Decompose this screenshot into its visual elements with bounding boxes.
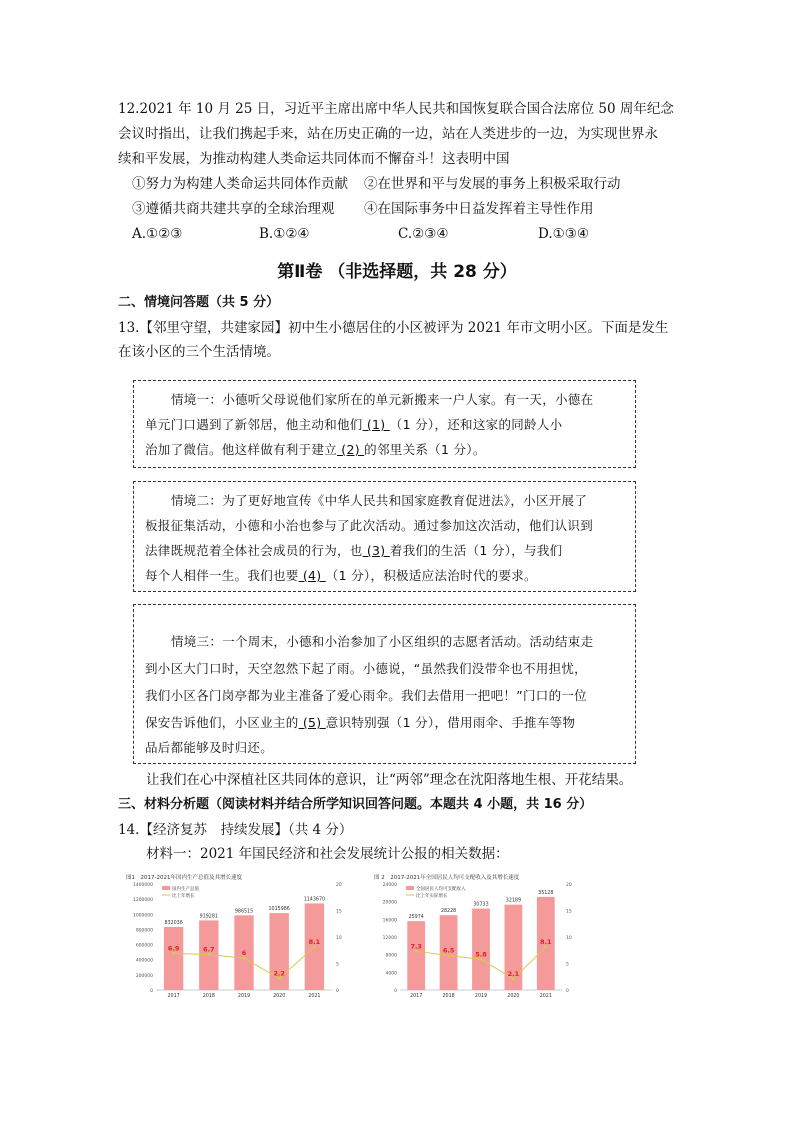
chart-title: 图1 2017-2021年国内生产总值及其增长速度 <box>126 875 242 881</box>
x-tick-label: 2017 <box>167 994 180 999</box>
scenario2-line4: 每个人相伴一生。我们也要 (4) （1 分），积极适应法治时代的要求。 <box>145 568 537 583</box>
bar-value-label: 35128 <box>538 890 554 896</box>
y-right-tick: 15 <box>336 909 342 915</box>
x-tick-label: 2019 <box>237 994 251 999</box>
growth-value-label: 6.9 <box>167 944 180 953</box>
q12-stem-line3: 续和平发展，为推动构建人类命运共同体而不懈奋斗！这表明中国 <box>118 151 510 167</box>
y-left-tick: 1000000 <box>132 913 153 919</box>
q12-stem-line1: 12.2021 年 10 月 25 日，习近平主席出席中华人民共和国恢复联合国合法席位 50 周年纪念 <box>118 101 674 117</box>
scenario3-line3: 我们小区各门岗亭都为业主准备了爱心雨伞。我们去借用一把吧！”门口的一位 <box>145 688 587 703</box>
x-tick-label: 2018 <box>442 994 455 999</box>
q12-stem-line2: 会议时指出，让我们携起手来，站在历史正确的一边，站在人类进步的一边，为实现世界永 <box>118 126 658 142</box>
y-left-tick: 24000 <box>382 883 397 888</box>
scenario2-line2: 板报征集活动，小德和小治也参与了此次活动。通过参加这次活动，他们认识到 <box>145 518 594 533</box>
gdp-chart <box>122 870 354 1002</box>
legend-bar-swatch <box>406 886 414 890</box>
y-left-tick: 0 <box>150 989 153 994</box>
part2-title: 第Ⅱ卷 （非选择题，共 28 分） <box>277 262 517 282</box>
x-tick-label: 2020 <box>273 994 286 999</box>
y-right-tick: 10 <box>336 936 342 941</box>
q12-choice-b[interactable]: B.①②④ <box>259 226 310 242</box>
scenario2-line1: 情境二：为了更好地宣传《中华人民共和国家庭教育促进法》，小区开展了 <box>171 493 588 508</box>
y-right-tick: 0 <box>336 989 339 994</box>
growth-value-label: 6.5 <box>442 946 455 955</box>
x-tick-label: 2018 <box>202 994 215 999</box>
y-right-tick: 20 <box>566 883 572 888</box>
legend-bar-swatch <box>162 886 170 890</box>
q13-stem-line2: 在该小区的三个生活情境。 <box>118 344 280 360</box>
y-left-tick: 0 <box>394 989 397 994</box>
q12-option-3: ③遵循共商共建共享的全球治理观 <box>132 201 335 217</box>
q13-closing: 让我们在心中深植社区共同体的意识，让“两邻”理念在沈阳落地生根、开花结果。 <box>146 772 633 788</box>
bar <box>407 921 425 990</box>
x-tick-label: 2019 <box>474 994 488 999</box>
q12-option-1: ①努力为构建人类命运共同体作贡献 <box>132 176 348 192</box>
y-left-tick: 4000 <box>385 971 397 977</box>
y-left-tick: 16000 <box>382 918 397 924</box>
bar-value-label: 25974 <box>408 915 424 921</box>
growth-value-label: 8.1 <box>540 938 552 947</box>
y-left-tick: 400000 <box>135 958 153 964</box>
y-right-tick: 10 <box>566 936 572 941</box>
q13-stem-line1: 13.【邻里守望，共建家园】初中生小德居住的小区被评为 2021 年市文明小区。下面是发生 <box>118 320 669 336</box>
scenario3-line5: 品后都能够及时归还。 <box>145 740 274 755</box>
bar-value-label: 1143670 <box>303 897 326 903</box>
scenario2-box <box>133 481 636 592</box>
bar-value-label: 832036 <box>164 921 183 927</box>
scenario2-line3: 法律既规范着全体社会成员的行为，也 (3) 着我们的生活（1 分），与我们 <box>145 543 563 558</box>
y-left-tick: 12000 <box>382 936 397 941</box>
section3-heading: 三、材料分析题（阅读材料并结合所学知识回答问题。本题共 4 小题，共 16 分） <box>118 797 593 812</box>
y-right-tick: 20 <box>336 883 342 888</box>
section2-heading: 二、情境问答题（共 5 分） <box>118 295 280 310</box>
blank-1[interactable]: (1) <box>362 417 390 432</box>
legend-line-label: 比上年增长 <box>172 894 195 899</box>
y-right-tick: 15 <box>566 909 572 915</box>
bar-value-label: 1015986 <box>268 907 290 913</box>
legend-bar-label: 全国居民人均可支配收入 <box>416 887 466 892</box>
y-left-tick: 1400000 <box>132 883 153 888</box>
blank-3[interactable]: (3) <box>362 543 390 558</box>
growth-value-label: 2.1 <box>507 969 520 978</box>
growth-value-label: 5.8 <box>475 950 487 959</box>
q12-option-2: ②在世界和平与发展的事务上积极采取行动 <box>364 176 621 192</box>
growth-value-label: 8.1 <box>308 938 321 947</box>
growth-value-label: 7.3 <box>410 942 422 951</box>
y-left-tick: 1200000 <box>132 898 153 904</box>
y-left-tick: 8000 <box>385 953 397 959</box>
bar-value-label: 986515 <box>234 909 254 915</box>
income-chart <box>370 870 582 1002</box>
blank-5[interactable]: (5) <box>298 715 326 730</box>
blank-4[interactable]: (4) <box>298 568 326 583</box>
scenario1-line3: 治加了微信。他这样做有利于建立 (2) 的邻里关系（1 分）。 <box>145 442 486 457</box>
bar-value-label: 28228 <box>440 909 457 915</box>
bar-value-label: 30733 <box>473 902 489 908</box>
scenario3-box <box>133 604 636 764</box>
q14-title: 14.【经济复苏 持续发展】（共 4 分） <box>118 822 353 838</box>
x-tick-label: 2020 <box>507 994 520 999</box>
y-left-tick: 20000 <box>382 900 397 906</box>
scenario3-line4: 保安告诉他们，小区业主的 (5) 意识特别强（1 分），借用雨伞、手推车等物 <box>145 715 576 730</box>
growth-value-label: 6 <box>241 949 247 958</box>
y-left-tick: 600000 <box>135 943 153 949</box>
scenario1-line1: 情境一：小德听父母说他们家所在的单元新搬来一户人家。有一天，小德在 <box>171 392 594 407</box>
scenario1-line2: 单元门口遇到了新邻居，他主动和他们 (1) （1 分），还和这家的同龄人小 <box>145 417 563 432</box>
x-tick-label: 2021 <box>539 994 552 999</box>
chart-title: 图 2 2017-2021年全国居民人均可支配收入及其增长速度 <box>374 875 520 881</box>
y-right-tick: 5 <box>566 962 569 968</box>
blank-2[interactable]: (2) <box>337 442 365 457</box>
scenario3-line1: 情境三：一个周末，小德和小治参加了小区组织的志愿者活动。活动结束走 <box>171 634 594 649</box>
y-left-tick: 800000 <box>135 928 153 934</box>
q12-choice-a[interactable]: A.①②③ <box>132 226 183 242</box>
y-left-tick: 200000 <box>135 973 153 979</box>
q12-choice-d[interactable]: D.①③④ <box>538 226 589 242</box>
scenario3-line2: 到小区大门口时，天空忽然下起了雨。小德说，“虽然我们没带伞也不用担忧， <box>145 661 587 676</box>
scenario1-box <box>133 380 636 468</box>
growth-value-label: 6.7 <box>203 945 215 954</box>
q12-choice-c[interactable]: C.②③④ <box>398 226 449 242</box>
growth-value-label: 2.2 <box>273 969 285 978</box>
bar-value-label: 32189 <box>505 898 522 904</box>
q14-material1: 材料一：2021 年国民经济和社会发展统计公报的相关数据： <box>146 846 509 862</box>
q12-option-4: ④在国际事务中日益发挥着主导性作用 <box>364 201 594 217</box>
legend-bar-label: 国内生产总值 <box>172 887 199 892</box>
y-right-tick: 0 <box>566 989 569 994</box>
bar <box>164 927 183 990</box>
x-tick-label: 2021 <box>308 994 321 999</box>
y-right-tick: 5 <box>336 962 339 968</box>
legend-line-label: 比上年实际增长 <box>416 894 448 899</box>
bar-value-label: 919281 <box>199 914 218 920</box>
x-tick-label: 2017 <box>410 994 423 999</box>
